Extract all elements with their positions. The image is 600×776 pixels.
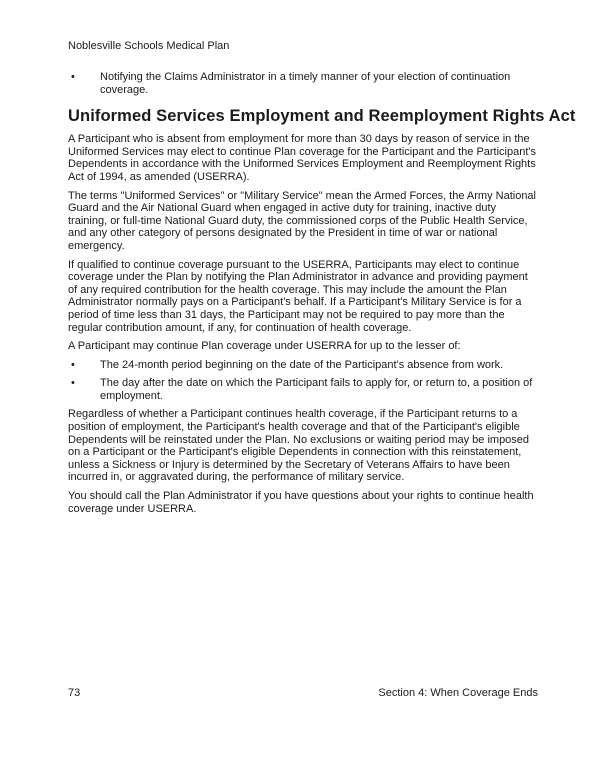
paragraph: A Participant may continue Plan coverage under USERRA for up to the lesser of: (68, 340, 461, 353)
paragraph: You should call the Plan Administrator if you have questions about your rights to continue health coverage under USERRA. (68, 490, 534, 515)
footer-section-label: Section 4: When Coverage Ends (378, 687, 538, 699)
page-number: 73 (68, 687, 81, 699)
running-header: Noblesville Schools Medical Plan (68, 40, 230, 52)
list-item-text: Notifying the Claims Administrator in a timely manner of your election of continuation coverage. (100, 71, 511, 96)
paragraph: The terms "Uniformed Services" or "Military Service" mean the Armed Forces, the Army National Guard and the Air National Guard when engaged in active duty for training, inactive duty training, or full-time National Guard duty, the commissioned corps of the Public Health Service, and any other category of persons designated by the President in time of war or national emergency. (68, 189, 536, 252)
paragraph: A Participant who is absent from employment for more than 30 days by reason of service in the Uniformed Services may elect to continue Plan coverage for the Participant and the Participant's Dependents in accordance with the Uniformed Services Employment and Reemployment Rights Act of 1994, as amended (USERRA). (68, 133, 537, 183)
list-item (68, 377, 538, 402)
list-item (68, 359, 538, 372)
list-item-text: The day after the date on which the Participant fails to apply for, or return to, a position of employment. (100, 377, 533, 402)
bullet-glyph: • (71, 358, 75, 371)
page-content (68, 40, 576, 521)
paragraph: Regardless of whether a Participant continues health coverage, if the Participant returns to a position of employment, the Participant's health coverage and that of the Participant's eligible Dependents will be reinstated under the Plan. No exclusions or waiting period may be imposed on a Participant or the Participant's eligible Dependents in connection with this reinstatement, unless a Sickness or Injury is determined by the Secretary of Veterans Affairs to have been incurred in, or aggravated during, the performance of military service. (68, 408, 530, 484)
paragraph: If qualified to continue coverage pursuant to the USERRA, Participants may elect to continue coverage under the Plan by notifying the Plan Administrator in advance and providing payment of any required contribution for the health coverage. This may include the amount the Plan Administrator normally pays on a Participant's behalf. If a Participant's Military Service is for a period of time less than 31 days, the Participant may not be required to pay more than the regular contribution amount, if any, for continuation of health coverage. (68, 258, 528, 334)
bullet-glyph: • (71, 377, 75, 390)
bullet-list (68, 359, 538, 403)
list-item (68, 71, 538, 96)
list-item-text: The 24-month period beginning on the date of the Participant's absence from work. (100, 358, 504, 371)
section-title: Uniformed Services Employment and Reemployment Rights Act (68, 107, 576, 126)
bullet-glyph: • (71, 71, 75, 83)
page-footer (68, 687, 538, 700)
